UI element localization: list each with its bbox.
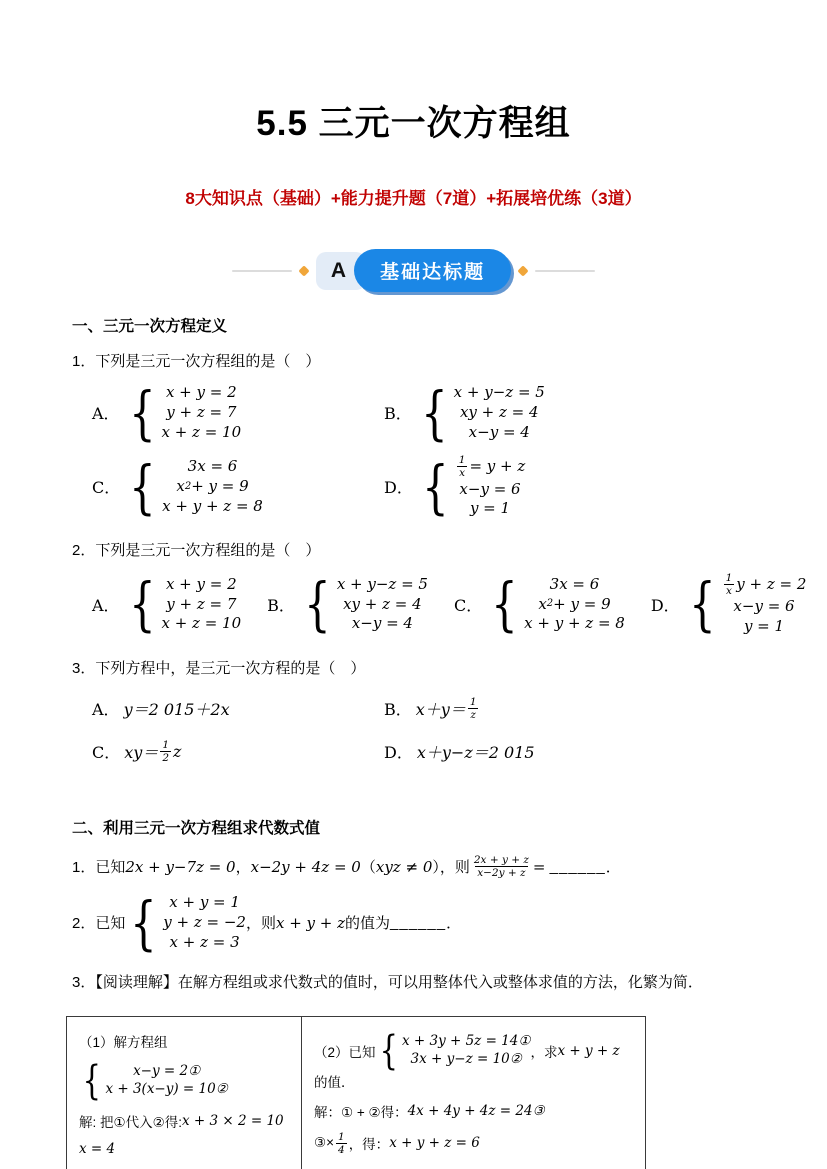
equation: x + y + z: [557, 1042, 620, 1059]
fraction: $\frac{1}{x}$: [725, 572, 733, 598]
fraction: $\frac{1}{2}$: [162, 738, 170, 765]
table-left-solution1: [79, 1111, 293, 1131]
equation-line: x−y = 6: [733, 597, 795, 616]
equation: x＋y−z＝2 015: [416, 743, 535, 763]
table-right-solution2: [314, 1131, 637, 1156]
equation-line: 3x + y−z = 10②: [410, 1050, 522, 1067]
solution-text: 解: 把①代入②得:: [79, 1114, 182, 1130]
question-text: ，求: [530, 1044, 558, 1060]
table-left-title: （1）解方程组: [79, 1034, 168, 1050]
s1-q1-option-c: [92, 454, 384, 519]
example-table: [66, 1016, 646, 1169]
equation: y＝2 015＋2x: [123, 699, 230, 719]
equation-system: [124, 378, 242, 447]
brace-icon: {: [491, 570, 518, 639]
section2-heading: 二、利用三元一次方程组求代数式值: [72, 820, 321, 838]
s2-q1: [72, 854, 755, 879]
option-label: D．: [384, 478, 413, 498]
option-label: B．: [267, 595, 295, 615]
answer-blank: ______: [549, 858, 606, 876]
brace-icon: {: [304, 570, 331, 639]
question-text: ，则: [245, 915, 276, 933]
equation: x + y + z = 6: [389, 1135, 480, 1152]
s1-q2-option-d: [651, 572, 807, 637]
equation-line: x−y = 4: [351, 614, 413, 633]
question-text: （: [360, 859, 376, 877]
equation-line: y = 1: [469, 499, 511, 518]
option-label: A．: [92, 404, 120, 424]
s1-q1-options-row1: [72, 378, 755, 447]
option-label: A．: [92, 595, 120, 615]
s1-q2-options-row: [92, 570, 807, 639]
equation: x＋y＝: [415, 699, 466, 719]
equation-line: x−y = 2①: [133, 1062, 201, 1079]
table-left-system: [79, 1057, 293, 1104]
option-label: D．: [384, 743, 413, 763]
equation-system: [417, 454, 525, 519]
s1-q1-option-a: [92, 378, 384, 447]
s1-q3-option-b: [384, 696, 676, 721]
brace-icon: {: [422, 452, 449, 521]
table-cell-right: [302, 1017, 645, 1169]
brace-icon: {: [82, 1057, 101, 1104]
equation-system: [416, 378, 545, 447]
solution-text: ，得：: [348, 1137, 390, 1153]
banner-diamond-right-icon: [517, 265, 528, 276]
equation: 2x + y−7z = 0: [125, 857, 236, 876]
equation-line: y + z = 7: [166, 594, 237, 613]
equation-line: $\frac{1}{x}$ = y + z: [458, 454, 526, 480]
s1-q1-options-row2: [72, 454, 755, 519]
worksheet-content: [0, 314, 827, 1169]
fraction: $\frac{1}{4}$: [338, 1130, 345, 1156]
equation-line: x + y = 1: [169, 893, 240, 912]
brace-icon: {: [688, 570, 716, 639]
option-label: C．: [453, 595, 483, 615]
equation-line: x + y = 2: [165, 383, 237, 401]
s1-q2-option-b: [267, 570, 428, 639]
equation: x + 3 × 2 = 10: [181, 1112, 284, 1129]
equation: xy＝: [124, 743, 159, 763]
option-label: D．: [650, 595, 680, 615]
equation-line: x + 3(x−y) = 10②: [105, 1080, 228, 1097]
answer-blank: ______: [390, 914, 447, 932]
equation-line: x−y = 4: [468, 422, 530, 441]
equation-line: x 2 + y = 9: [538, 594, 611, 613]
equation: =: [532, 857, 546, 876]
equation-line: x 2 + y = 9: [176, 476, 249, 495]
equation-system: [125, 888, 246, 957]
question-text: 1．已知: [72, 859, 126, 877]
banner-title-pill: 基础达标题: [354, 249, 511, 292]
table-right-title: [314, 1027, 637, 1091]
equation-line: 3x = 6: [549, 574, 600, 593]
equation: x−2y + 4z = 0: [250, 857, 361, 876]
brace-icon: {: [128, 378, 156, 447]
brace-icon: {: [129, 452, 156, 521]
option-label: C．: [92, 743, 121, 763]
s1-q3-option-d: [384, 739, 676, 764]
fraction: $\frac{1}{z}$: [469, 695, 477, 721]
banner-line-left: [232, 270, 292, 272]
equation-line: x + z = 10: [161, 422, 242, 441]
banner-letter-badge: A: [316, 252, 366, 290]
s1-q1-stem: 1．下列是三元一次方程组的是（ ）: [72, 353, 321, 370]
question-text: ），则: [432, 859, 470, 877]
equation: x = 4: [79, 1140, 116, 1157]
s1-q3-options-row1: [72, 696, 755, 721]
table-cell-left: [67, 1017, 302, 1169]
solution-text: ③×: [314, 1135, 334, 1151]
banner-line-right: [535, 270, 595, 272]
question-text: 的值．: [314, 1074, 355, 1090]
page-title: 5.5 三元一次方程组: [256, 104, 571, 143]
equation-line: y + z = 7: [166, 402, 237, 421]
table-left-solution2: [79, 1141, 293, 1157]
equation: 4x + 4y + 4z = 24③: [407, 1102, 545, 1119]
fraction: $\frac{2x + y + z}{x-2y + z}$: [473, 854, 529, 880]
section1-heading: 一、三元一次方程定义: [72, 318, 228, 335]
equation-line: x + 3y + 5z = 14①: [401, 1032, 531, 1049]
equation-line: x−y = 6: [459, 479, 521, 498]
option-label: C．: [92, 478, 121, 498]
s1-q1-option-b: [384, 378, 676, 447]
option-label: B．: [384, 404, 412, 424]
s1-q3-options-row2: [72, 739, 755, 764]
brace-icon: {: [128, 570, 156, 639]
equation-line: x + z = 10: [161, 614, 242, 633]
question-text: 2．已知: [72, 915, 126, 933]
equation-line: x + y + z = 8: [162, 496, 263, 515]
brace-icon: {: [130, 888, 158, 957]
question-text: ．: [605, 859, 621, 877]
equation-system: [124, 452, 263, 521]
brace-icon: {: [379, 1027, 398, 1074]
s2-q2: [72, 888, 755, 957]
s1-q2-option-a: [92, 570, 242, 639]
equation-line: x + y−z = 5: [453, 383, 545, 401]
table-right-solution1: [314, 1101, 637, 1121]
option-label: B．: [384, 699, 412, 719]
s1-q3-stem: 3．下列方程中，是三元一次方程的是（ ）: [72, 659, 366, 677]
option-label: A．: [92, 699, 120, 719]
equation-line: y = 1: [743, 617, 785, 636]
equation-line: xy + z = 4: [343, 594, 422, 613]
equation-line: y + z = −2: [163, 913, 246, 931]
s1-q2-option-c: [453, 570, 625, 639]
question-text: （2）已知: [314, 1044, 376, 1060]
equation-line: x + y−z = 5: [336, 574, 428, 593]
s1-q3-option-c: [92, 739, 384, 764]
question-text: 的值为: [345, 915, 391, 933]
equation-line: $\frac{1}{x}$ y + z = 2: [725, 572, 807, 598]
equation-line: 3x = 6: [187, 457, 238, 476]
equation: x + y + z: [275, 913, 346, 932]
question-text: ．: [446, 915, 462, 933]
solution-text: 解：① + ②得：: [314, 1104, 408, 1120]
s2-q3-stem: 3．【阅读理解】在解方程组或求代数式的值时，可以用整体代入或整体求值的方法，化繁为简．: [72, 973, 703, 991]
page-subtitle: 8大知识点（基础）+能力提升题（7道）+拓展培优练（3道）: [185, 189, 642, 208]
brace-icon: {: [420, 378, 448, 447]
equation: xyz ≠ 0: [375, 857, 433, 876]
fraction: $\frac{1}{x}$: [458, 454, 466, 480]
equation-line: x + z = 3: [169, 932, 240, 951]
section-banner: [0, 249, 827, 292]
question-text: ，: [235, 859, 251, 877]
s1-q1-option-d: [384, 454, 676, 519]
equation-line: x + y = 2: [165, 574, 237, 593]
s1-q3-option-a: [92, 696, 384, 721]
equation: z: [173, 742, 182, 762]
equation-line: xy + z = 4: [459, 402, 539, 421]
banner-diamond-left-icon: [298, 265, 309, 276]
s1-q2-stem: 2．下列是三元一次方程组的是（ ）: [72, 542, 321, 560]
equation-line: x + y + z = 8: [524, 614, 625, 633]
